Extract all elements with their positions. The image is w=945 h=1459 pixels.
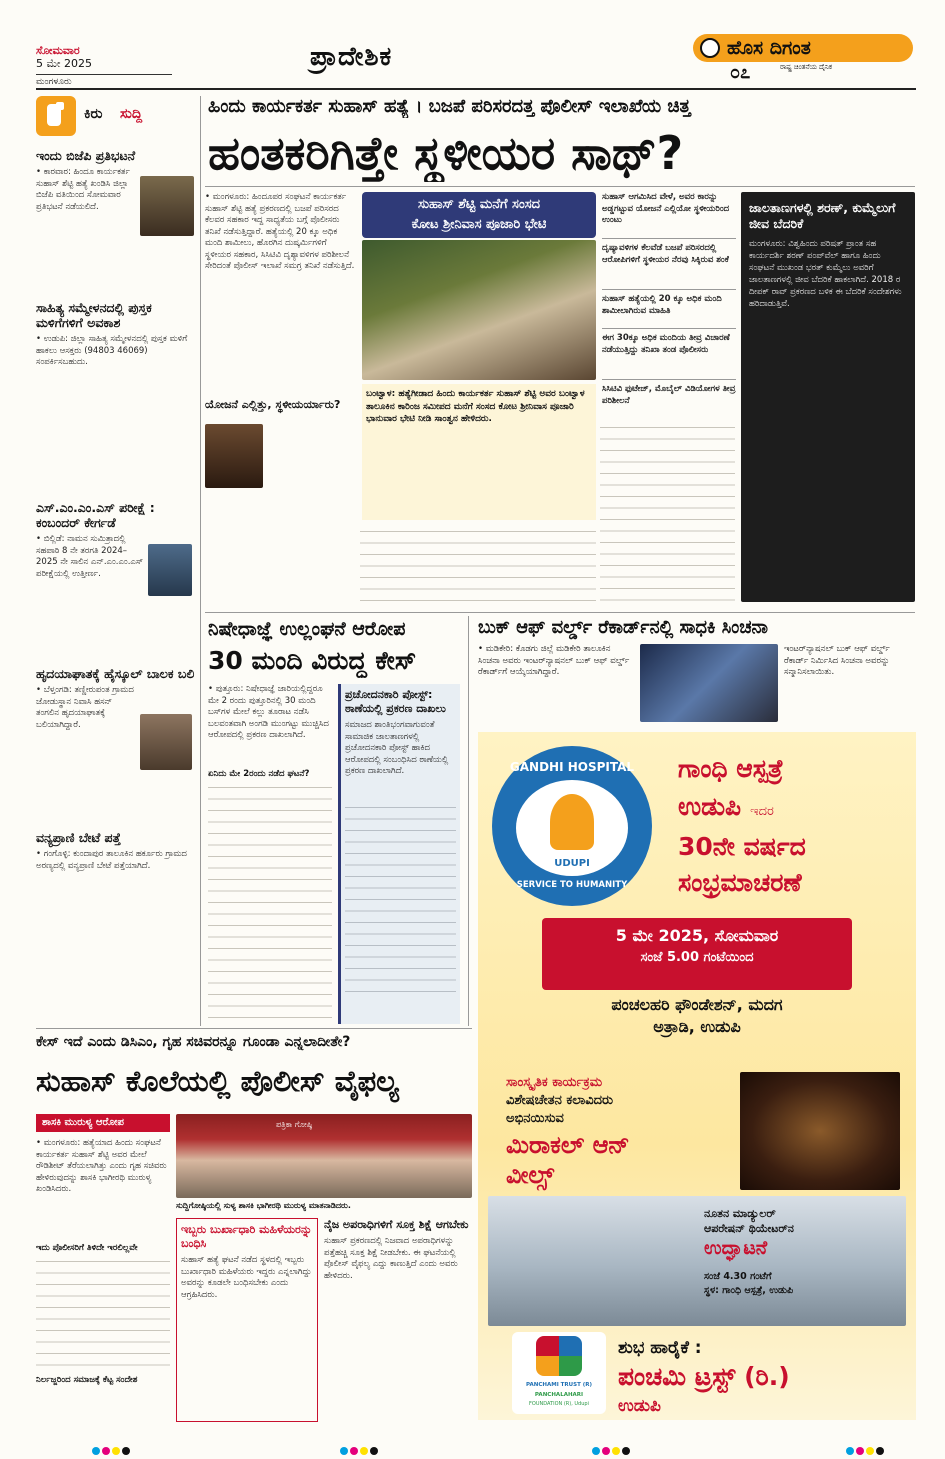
ad-title-2b: ಇದರ bbox=[750, 804, 774, 819]
arrest-title: ಇಬ್ಬರು ಬುರ್ಖಾಧಾರಿ ಮಹಿಳೆಯರನ್ನು ಬಂಧಿಸಿ bbox=[181, 1223, 312, 1250]
ad-date-band bbox=[542, 918, 852, 990]
ad-trust-2: ಉಡುಪಿ bbox=[618, 1396, 661, 1416]
ad-title-2a: ಉಡುಪಿ bbox=[678, 792, 742, 821]
brief-photo bbox=[140, 714, 192, 770]
ad-venue bbox=[478, 994, 916, 1038]
brief-headline: ಹೃದಯಾಘಾತಕ್ಕೆ ಹೈಸ್ಕೂಲ್ ಬಾಲಕ ಬಲಿ bbox=[36, 666, 195, 681]
brief-headline: ಸಾಹಿತ್ಯ ಸಮ್ಮೇಳನದಲ್ಲಿ ಪುಸ್ತಕ ಮಳಿಗೆಗಳಿಗೆ ಅವಕಾಶ bbox=[36, 300, 152, 330]
curfew-col1 bbox=[208, 684, 332, 1024]
brief-body: • ಕಾರವಾರ: ಹಿಂದೂ ಕಾರ್ಯಕರ್ತ ಸುಹಾಸ್ ಶೆಟ್ಟಿ ಹತ್ಯೆ ಖಂಡಿಸಿ ಜಿಲ್ಲಾ ಬಿಜೆಪಿ ವತಿಯಿಂದ ಸೋಮವಾರ ಪ್ರತಿಭಟನೆ ನಡೆಯಲಿದೆ. bbox=[36, 167, 130, 212]
curfew-inset-body: ಸಮಾಜದ ಶಾಂತಿಭಂಗವಾಗುವಂತೆ ಸಾಮಾಜಿಕ ಜಾಲತಾಣಗಳಲ್ಲಿ ಪ್ರಚೋದನಕಾರಿ ಪೋಸ್ಟ್ ಹಾಕಿದ ಆರೋಪದಲ್ಲಿ ಸಂಬಂಧಿಸಿದ ಠಾಣೆಯಲ್ಲಿ ಪ್ರಕರಣ ದಾಖಲಾಗಿದೆ. bbox=[345, 720, 449, 776]
registration-marks-4 bbox=[846, 1447, 884, 1455]
lead-bullets bbox=[602, 192, 736, 418]
brief-photo bbox=[140, 176, 194, 236]
police-headline: ಸುಹಾಸ್ ಕೊಲೆಯಲ್ಲಿ ಪೊಲೀಸ್ ವೈಫಲ್ಯ bbox=[36, 1064, 399, 1098]
hospital-ad bbox=[478, 732, 916, 1420]
threat-box-title: ಜಾಲತಾಣಗಳಲ್ಲಿ ಶರಣ್, ಕುಮ್ಮೆಲುಗೆ ಜೀವ ಬೆದರಿಕೆ bbox=[749, 200, 896, 231]
left-column-rule bbox=[200, 96, 201, 1026]
lamp-icon bbox=[700, 38, 720, 58]
punish-title: ನೈಜ ಅಪರಾಧಿಗಳಿಗೆ ಸೂಕ್ತ ಶಿಕ್ಷೆ ಆಗಬೇಕು bbox=[324, 1218, 469, 1231]
press-meet-photo bbox=[176, 1114, 472, 1198]
brief-body: • ಉಡುಪಿ: ಜಿಲ್ಲಾ ಸಾಹಿತ್ಯ ಸಮ್ಮೇಳನದಲ್ಲಿ ಪುಸ್ತಕ ಮಳಿಗೆ ಹಾಕಲು ಆಸಕ್ತರು (94803 46069) ಸಂಪರ್ಕಿಸಬಹುದು. bbox=[36, 334, 188, 367]
visit-caption: ಬಂಟ್ವಾಳ: ಹತ್ಯೆಗೀಡಾದ ಹಿಂದು ಕಾರ್ಯಕರ್ತ ಸುಹಾಸ್ ಶೆಟ್ಟಿ ಅವರ ಬಂಟ್ವಾಳ ತಾಲೂಕಿನ ಕಾರಿಂಜ ಸಮೀಪದ ಮನೆಗೆ ಸಂಸದ ಕೋಟ ಶ್ರೀನಿವಾಸ ಪೂಜಾರಿ ಭಾನುವಾರ ಭೇಟಿ ನೀಡಿ ಸಾಂತ್ವನ ಹೇಳಿದರು. bbox=[362, 384, 596, 520]
masthead bbox=[0, 0, 945, 92]
brief-1 bbox=[36, 148, 196, 287]
ad-band-time: ಸಂಜೆ 5.00 ಗಂಟೆಯಿಂದ bbox=[640, 950, 754, 965]
visit-banner-line1: ಸುಹಾಸ್ ಶೆಟ್ಟಿ ಮನೆಗೆ ಸಂಸದ bbox=[417, 197, 541, 212]
press-banner-text: ಪತ್ರಿಕಾ ಗೋಷ್ಠಿ bbox=[276, 1120, 313, 1129]
lead-body-lower bbox=[600, 420, 735, 610]
panchami-logo bbox=[512, 1332, 606, 1414]
ad-ot-text bbox=[704, 1206, 904, 1298]
ad-title-1: ಗಾಂಧಿ ಆಸ್ಪತ್ರೆ bbox=[678, 754, 784, 783]
lead-bullet: ಸಿಸಿಟಿವಿ ಫುಟೇಜ್, ಮೊಬೈಲ್ ವಿಡಿಯೋಗಳ ತೀವ್ರ ಪರಿಶೀಲನೆ bbox=[602, 384, 736, 406]
hospital-logo-ring bbox=[492, 746, 652, 906]
panchami-logo-2: PANCHALAHARI bbox=[534, 1392, 584, 1398]
ad-venue-1: ಪಂಚಲಹರಿ ಫೌಂಡೇಶನ್, ಮದಗ bbox=[611, 995, 783, 1014]
visit-photo bbox=[362, 240, 596, 380]
arrest-body: ಸುಹಾಸ್ ಹತ್ಯೆ ಘಟನೆ ನಡೆದ ಸ್ಥಳದಲ್ಲಿ ಇಬ್ಬರು ಬುರ್ಖಾಧಾರಿ ಮಹಿಳೆಯರು ಇದ್ದರು ಎನ್ನಲಾಗಿದ್ದು ಅವರನ್ನು ಕೂಡಲೇ ಬಂಧಿಸಬೇಕು ಎಂದು ಆಗ್ರಹಿಸಿದರು. bbox=[181, 1255, 312, 1300]
panchami-logo-1: PANCHAMI TRUST (R) bbox=[525, 1382, 593, 1388]
lead-body-cont bbox=[600, 420, 735, 605]
curfew-headline-2: 30 ಮಂದಿ ವಿರುದ್ಧ ಕೇಸ್ bbox=[208, 646, 417, 675]
brief-headline: ಎಸ್.ಎಂ.ಎಂ.ಎಸ್ ಪರೀಕ್ಷೆ : ಕಂಬಂದರ್ ಕೇರ್ಗಡೆ bbox=[36, 500, 155, 530]
ad-title-4: ಸಂಭ್ರಮಾಚರಣೆ bbox=[678, 868, 802, 897]
ad-show-2: ವೀಲ್ಸ್ bbox=[506, 1161, 555, 1189]
curfew-body: • ಪುತ್ತೂರು: ನಿಷೇಧಾಜ್ಞೆ ಜಾರಿಯಲ್ಲಿದ್ದರೂ ಮೇ 2 ರಂದು ಪುತ್ತೂರಿನಲ್ಲಿ 30 ಮಂದಿ ಬಸ್‌ಗಳ ಮೇಲೆ ಕಲ್ಲು ತೂರಾಟ ನಡೆಸಿ ಬಲವಂತವಾಗಿ ಅಂಗಡಿ ಮುಂಗಟ್ಟು ಮುಚ್ಚಿಸಿದ ಆರೋಪದಲ್ಲಿ ಪ್ರಕರಣ ದಾಖಲಾಗಿದೆ. bbox=[208, 684, 329, 740]
curfew-inset-cont bbox=[345, 800, 456, 1000]
ad-cultural bbox=[506, 1074, 726, 1190]
record-body-right: ಇಂಟರ್‌ನ್ಯಾಷನಲ್ ಬುಕ್ ಆಫ್ ವರ್ಲ್ಡ್ ರೆಕಾರ್ಡ್ ನಿರ್ಮಿಸಿದ ಸಿಂಚನಾ ಅವರನ್ನು ಸನ್ಮಾನಿಸಲಾಯಿತು. bbox=[784, 644, 890, 677]
police-body-cont bbox=[36, 1254, 170, 1374]
panchami-emblem-icon bbox=[536, 1336, 582, 1376]
city-label: ಮಂಗಳೂರು bbox=[36, 77, 72, 87]
ad-dance-photo bbox=[740, 1072, 900, 1190]
ad-ot-1: ನೂತನ ಮಾಡ್ಯುಲರ್ bbox=[704, 1207, 776, 1220]
kiru-label-b: ಸುದ್ದಿ bbox=[120, 106, 143, 122]
date-label: 5 ಮೇ 2025 bbox=[36, 57, 93, 70]
press-caption: ಸುದ್ದಿಗೋಷ್ಠಿಯಲ್ಲಿ ಸುಳ್ಯ ಶಾಸಕಿ ಭಾಗೀರಥಿ ಮುರುಳ್ಯ ಮಾತನಾಡಿದರು. bbox=[176, 1201, 351, 1210]
ad-wish: ಶುಭ ಹಾರೈಕೆ : bbox=[618, 1338, 702, 1358]
panchami-logo-3: FOUNDATION (R), Udupi bbox=[529, 1401, 589, 1407]
curfew-inset-title: ಪ್ರಚೋದನಕಾರಿ ಪೋಸ್ಟ್: ಠಾಣೆಯಲ್ಲಿ ಪ್ರಕರಣ ದಾಖಲು bbox=[345, 688, 446, 715]
date-underline bbox=[36, 74, 172, 75]
brief-headline: ಇಂದು ಬಿಜೆಪಿ ಪ್ರತಿಭಟನೆ bbox=[36, 148, 136, 163]
record-photo bbox=[640, 644, 778, 722]
logo-ring-bottom: SERVICE TO HUMANITY bbox=[516, 880, 628, 890]
ad-cultural-1: ಸಾಂಸ್ಕೃತಿಕ ಕಾರ್ಯಕ್ರಮ bbox=[506, 1075, 603, 1090]
section-title: ಪ್ರಾದೇಶಿಕ bbox=[310, 42, 393, 72]
police-subhead-2: ನಿರ್ಲಜ್ಜರಿಂದ ಸಮಾಜಕ್ಕೆ ಕೆಟ್ಟ ಸಂದೇಶ bbox=[36, 1375, 138, 1385]
thumbs-hand-icon bbox=[36, 96, 76, 136]
brand-box bbox=[693, 34, 913, 62]
curfew-inset bbox=[338, 684, 460, 1024]
lead-bullet: ಈಗ 30ಕ್ಕೂ ಅಧಿಕ ಮಂದಿಯ ತೀವ್ರ ವಿಚಾರಣೆ ನಡೆಯುತ್ತಿದ್ದು ತನಿಖಾ ತಂಡ ಪೊಲೀಸರು bbox=[602, 333, 736, 380]
lead-kicker: ಹಿಂದು ಕಾರ್ಯಕರ್ತ ಸುಹಾಸ್ ಹತ್ಯೆ । ಬಜಪೆ ಪರಿಸರದತ್ತ ಪೊಲೀಸ್ ಇಲಾಖೆಯ ಚಿತ್ತ bbox=[208, 96, 691, 117]
brief-5 bbox=[36, 830, 196, 1029]
registration-marks-1 bbox=[92, 1447, 130, 1455]
curfew-rule bbox=[468, 616, 469, 1026]
police-body-text: • ಮಂಗಳೂರು: ಹತ್ಯೆಯಾದ ಹಿಂದು ಸಂಘಟನೆ ಕಾರ್ಯಕರ್ತ ಸುಹಾಸ್ ಶೆಟ್ಟಿ ಅವರ ಮೇಲೆ ರೌಡಿಶೀಟ್ ತೆರೆಯಲಾಗಿತ್ತು ಎಂದು ಗೃಹ ಸಚಿವರು ಹೇಳಿರುವುದನ್ನು ಶಾಸಕಿ ಭಾಗೀರಥಿ ಮುರುಳ್ಯ ಖಂಡಿಸಿದರು. bbox=[36, 1138, 167, 1194]
lead-bullet: ಸುಹಾಸ್ ಆಗಮಿಸಿದ ವೇಳೆ, ಅವರ ಕಾರನ್ನು ಅಡ್ಡಗಟ್ಟುವ ಯೋಜನೆ ಎಲ್ಲಿಯೋ ಸ್ಥಳೀಯರಿಂದ ಉಂಟು bbox=[602, 192, 736, 239]
threat-box-body: ಮಂಗಳೂರು: ವಿಶ್ವಹಿಂದು ಪರಿಷತ್ ಪ್ರಾಂತ ಸಹ ಕಾರ್ಯದರ್ಶಿ ಶರಣ್ ಪಂಪ್‌ವೆಲ್ ಹಾಗೂ ಹಿಂದು ಸಂಘಟನೆ ಮುಖಂಡ ಭರತ್ ಕುಮ್ಮೆಲು ಅವರಿಗೆ ಜಾಲತಾಣಗಳಲ್ಲಿ ಜೀವ ಬೆದರಿಕೆ ಹಾಕಲಾಗಿದೆ. 2018 ರ ದೀಪಕ್ ರಾವ್ ಪ್ರಕರಣದ ಬಳಿಕ ಈ ಬೆದರಿಕೆ ಸಂದೇಶಗಳು ಹರಿದಾಡುತ್ತಿವೆ. bbox=[749, 239, 902, 309]
lead-body-col1 bbox=[205, 192, 355, 612]
police-tag: ಶಾಸಕಿ ಮುರುಳ್ಯ ಆರೋಪ bbox=[36, 1114, 170, 1132]
brief-body: • ಗಂಗೊಳ್ಳಿ: ಕುಂದಾಪುರ ತಾಲೂಕಿನ ಹರ್ಕೂರು ಗ್ರಾಮದ ಅರಣ್ಯದಲ್ಲಿ ವನ್ಯಪ್ರಾಣಿ ಬೇಟೆ ಪತ್ತೆಯಾಗಿದೆ. bbox=[36, 849, 187, 871]
brief-4 bbox=[36, 666, 196, 795]
caduceus-icon bbox=[550, 794, 594, 850]
curfew-headline-1: ನಿಷೇಧಾಜ್ಞೆ ಉಲ್ಲಂಘನೆ ಆರೋಪ bbox=[208, 618, 406, 640]
visit-banner bbox=[362, 192, 596, 238]
ad-ot-3: ಉದ್ಘಾಟನೆ bbox=[704, 1237, 768, 1259]
arrest-box bbox=[176, 1218, 318, 1422]
lead-rule bbox=[205, 186, 915, 187]
date-block bbox=[36, 44, 156, 70]
logo-ring-city: UDUPI bbox=[554, 858, 590, 869]
top-rule bbox=[36, 88, 916, 90]
curfew-body-cont bbox=[208, 780, 332, 1020]
punish-body: ಸುಹಾಸ್ ಪ್ರಕರಣದಲ್ಲಿ ನಿಜವಾದ ಅಪರಾಧಿಗಳನ್ನು ಪತ್ತೆಹಚ್ಚಿ ಸೂಕ್ತ ಶಿಕ್ಷೆ ನೀಡಬೇಕು. ಈ ಘಟನೆಯಲ್ಲಿ ಪೊಲೀಸ್ ವೈಫಲ್ಯ ಎದ್ದು ಕಾಣುತ್ತಿದೆ ಎಂದು ಅವರು ಹೇಳಿದರು. bbox=[324, 1236, 458, 1281]
brief-2 bbox=[36, 300, 196, 484]
kiru-label-a: ಕಿರು bbox=[84, 106, 103, 122]
brief-3 bbox=[36, 500, 196, 644]
registration-marks-3 bbox=[592, 1447, 630, 1455]
page-number: ೦೭ bbox=[730, 62, 751, 83]
police-kicker: ಕೇಸ್ ಇದೆ ಎಂದು ಡಿಸಿಎಂ, ಗೃಹ ಸಚಿವರನ್ನೂ ಗೂಂಡಾ ಎನ್ನಲಾದೀತೇ? bbox=[36, 1034, 351, 1050]
brief-headline: ವನ್ಯಪ್ರಾಣಿ ಬೇಟೆ ಪತ್ತೆ bbox=[36, 830, 121, 845]
lead-body-bottom bbox=[360, 524, 596, 610]
police-subhead: ಇದು ಪೊಲೀಸರಿಗೆ ತಿಳಿದೇ ಇರಲಿಲ್ಲವೇ bbox=[36, 1243, 138, 1253]
brief-body: • ಬೆಳ್ತಂಗಡಿ: ತಣ್ಣೀರುಪಂತ ಗ್ರಾಮದ ಜೋಡುಸ್ಥಾನ ನಿವಾಸಿ ಹಸನ್ ತಂಗಲಿನ ಹೃದಯಾಘಾತಕ್ಕೆ ಬಲಿಯಾಗಿದ್ದಾರೆ. bbox=[36, 685, 134, 730]
brief-body: • ಬಿಲ್ಲಿಡೆ: ನಾಮನ ಸುಮಿತ್ರಾದಲ್ಲಿ ಸಹಪಾಠಿ 8 ನೇ ತರಗತಿ 2024–2025 ನೇ ಸಾಲಿನ ಎನ್.ಎಂ.ಎಂ.ಎಸ್ ಪರೀಕ್ಷೆಯಲ್ಲಿ ಉತ್ತೀರ್ಣ. bbox=[36, 534, 144, 579]
ad-show-1: ಮಿರಾಕಲ್ ಆನ್ bbox=[506, 1131, 630, 1159]
record-headline: ಬುಕ್ ಆಫ್ ವರ್ಲ್ಡ್ ರೆಕಾರ್ಡ್‌ನಲ್ಲಿ ಸಾಧಕಿ ಸಿಂಚನಾ bbox=[478, 617, 768, 638]
mid-rule bbox=[205, 612, 915, 613]
ad-venue-2: ಅತ್ರಾಡಿ, ಉಡುಪಿ bbox=[653, 1017, 741, 1036]
lead-body: • ಮಂಗಳೂರು: ಹಿಂದೂಪರ ಸಂಘಟನೆ ಕಾರ್ಯಕರ್ತ ಸುಹಾಸ್ ಶೆಟ್ಟಿ ಹತ್ಯೆ ಪ್ರಕರಣದಲ್ಲಿ ಬಜಪೆ ಪರಿಸರದ ಕೆಲವರ ಸಹಕಾರ ಇದ್ದ ಸಾಧ್ಯತೆಯ ಬಗ್ಗೆ ಪೊಲೀಸರು ತನಿಖೆ ನಡೆಸುತ್ತಿದ್ದಾರೆ. ಹತ್ಯೆಯಲ್ಲಿ 20 ಕ್ಕೂ ಅಧಿಕ ಮಂದಿ ಶಾಮೀಲು, ಹೊರಗಿನ ದುಷ್ಕರ್ಮಿಗಳಿಗೆ ಸ್ಥಳೀಯರ ಸಹಕಾರ, ಸಿಸಿಟಿವಿ ದೃಶ್ಯಾವಳಿಗಳ ಪರಿಶೀಲನೆ ಸೇರಿದಂತೆ ಪೊಲೀಸ್ ಇಲಾಖೆ ಸಮಗ್ರ ತನಿಖೆ ನಡೆಸುತ್ತಿದೆ. bbox=[205, 192, 355, 271]
ad-cultural-3: ಅಭಿನಯಿಸುವ bbox=[506, 1111, 564, 1126]
lead-bullet: ಸುಹಾಸ್ ಹತ್ಯೆಯಲ್ಲಿ 20 ಕ್ಕೂ ಅಧಿಕ ಮಂದಿ ಶಾಮೀಲಾಗಿರುವ ಮಾಹಿತಿ bbox=[602, 294, 736, 329]
ad-ot-place: ಸ್ಥಳ: ಗಾಂಧಿ ಆಸ್ಪತ್ರೆ, ಉಡುಪಿ bbox=[704, 1285, 794, 1296]
brief-photo bbox=[148, 544, 192, 596]
punish-box bbox=[324, 1218, 472, 1422]
lead-bullet: ದೃಷ್ಯಾವಳಿಗಳ ಕೆಲವೆಡೆ ಬಜಪೆ ಪರಿಸರದಲ್ಲಿ ಆರೋಪಿಗಳಿಗೆ ಸ್ಥಳೀಯರ ನೆರವು ಸಿಕ್ಕಿರುವ ಶಂಕೆ bbox=[602, 243, 736, 290]
record-body-left: • ಮಡಿಕೇರಿ: ಕೊಡಗು ಜಿಲ್ಲೆ ಮಡಿಕೇರಿ ತಾಲೂಕಿನ ಸಿಂಚನಾ ಅವರು ಇಂಟರ್‌ನ್ಯಾಷನಲ್ ಬುಕ್ ಆಫ್ ವರ್ಲ್ಡ್ ರೆಕಾರ್ಡ್‌ಗೆ ಆಯ್ಕೆಯಾಗಿದ್ದಾರೆ. bbox=[478, 644, 630, 677]
registration-marks-2 bbox=[340, 1447, 378, 1455]
lead-subhead: ಯೋಜನೆ ಎಲ್ಲಿತ್ತು, ಸ್ಥಳೀಯರ್ಯಾರು? bbox=[205, 398, 341, 411]
visit-banner-line2: ಕೋಟ ಶ್ರೀನಿವಾಸ ಪೂಜಾರಿ ಭೇಟಿ bbox=[411, 217, 547, 232]
paper-name: ಹೊಸ ದಿಗಂತ bbox=[727, 37, 811, 59]
lead-headline: ಹಂತಕರಿಗಿತ್ತೇ ಸ್ಥಳೀಯರ ಸಾಥ್? bbox=[208, 126, 684, 180]
police-body bbox=[36, 1138, 170, 1422]
logo-ring-top: GANDHI HOSPITAL bbox=[509, 760, 635, 774]
tagline: ರಾಷ್ಟ್ರ ಚಿಂತನೆಯ ದೈನಿಕ bbox=[780, 63, 833, 71]
ad-band-date: 5 ಮೇ 2025, ಸೋಮವಾರ bbox=[615, 926, 779, 945]
threat-box bbox=[741, 192, 915, 602]
ad-cultural-2: ವಿಶೇಷಚೇತನ ಕಲಾವಿದರು bbox=[506, 1093, 614, 1108]
curfew-subhead: ಏನಿದು ಮೇ 2ರಂದು ನಡೆದ ಘಟನೆ? bbox=[208, 769, 310, 779]
ad-title-3: 30ನೇ ವರ್ಷದ bbox=[678, 832, 806, 861]
day-label: ಸೋಮವಾರ bbox=[36, 44, 80, 57]
portrait-photo bbox=[205, 424, 263, 488]
ad-title-2 bbox=[678, 792, 774, 822]
kiru-header bbox=[36, 96, 196, 138]
ad-ot-time: ಸಂಜೆ 4.30 ಗಂಟೆಗೆ bbox=[704, 1271, 772, 1282]
ad-ot-2: ಆಪರೇಷನ್ ಥಿಯೇಟರ್‌ನ bbox=[704, 1222, 794, 1235]
lower-rule bbox=[36, 1028, 472, 1029]
ad-trust-1: ಪಂಚಮಿ ಟ್ರಸ್ಟ್ (ರಿ.) bbox=[618, 1362, 790, 1391]
